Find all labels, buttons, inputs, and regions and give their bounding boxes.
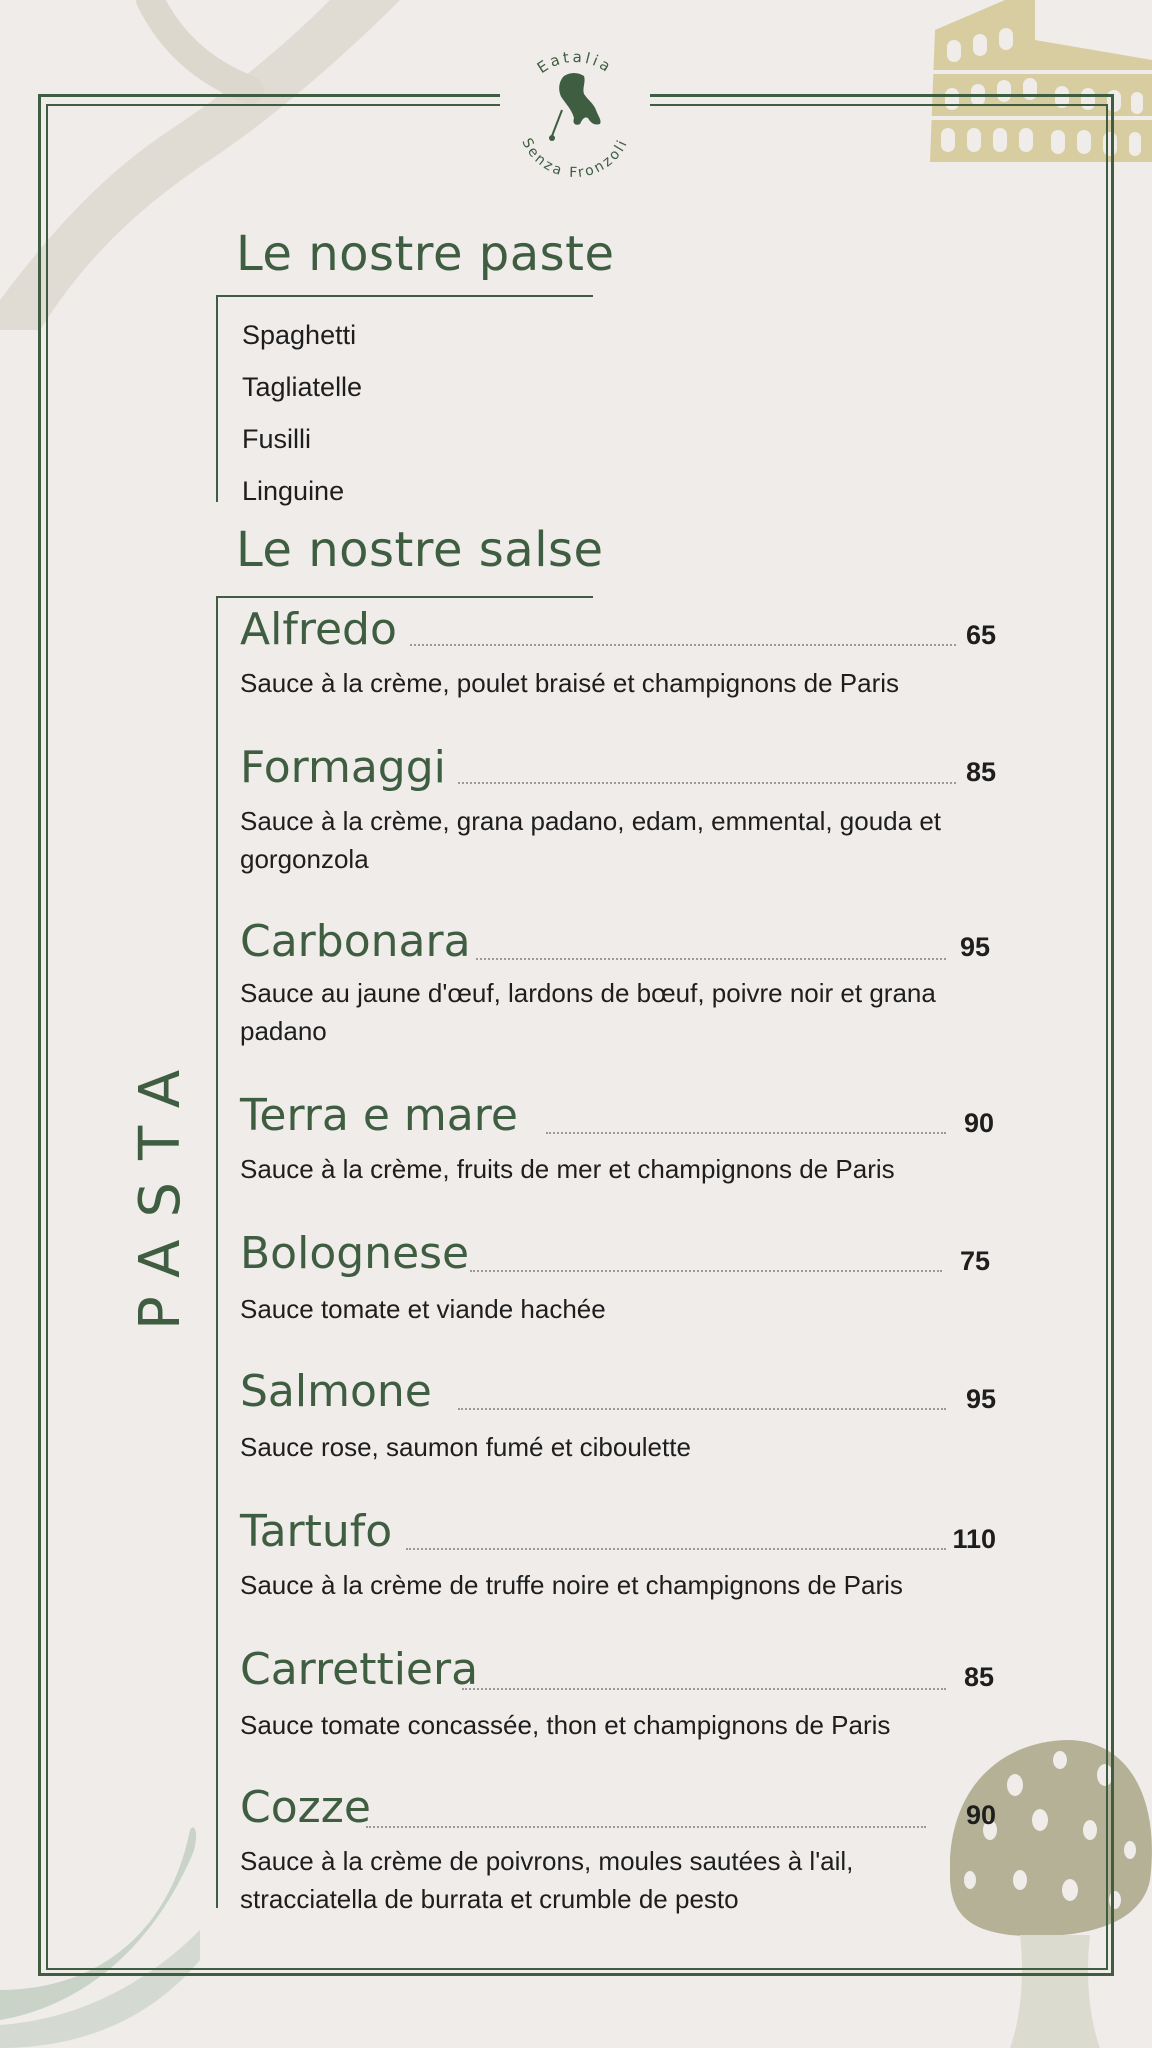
svg-text:Eatalia: Eatalia: [533, 47, 617, 77]
dish-name: Carbonara: [240, 916, 471, 967]
dish-name: Terra e mare: [240, 1090, 518, 1141]
paste-item: Spaghetti: [242, 320, 357, 350]
dish-price: 95: [959, 932, 990, 962]
dish-name: Carrettiera: [240, 1644, 479, 1695]
dish-name: Cozze: [240, 1782, 371, 1833]
dot-leader: [546, 1132, 946, 1134]
dish-description: Sauce rose, saumon fumé et ciboulette: [240, 1432, 691, 1462]
paste-section-title: Le nostre paste: [236, 226, 615, 282]
dot-leader: [406, 1548, 946, 1550]
dish-name: Bolognese: [240, 1228, 470, 1279]
dot-leader: [366, 1826, 926, 1828]
dish-price: 85: [965, 757, 996, 787]
pasta-section-label: PASTA: [128, 1047, 193, 1330]
svg-text:Senza Fronzoli: Senza Fronzoli: [518, 135, 632, 180]
dish-price: 75: [959, 1246, 990, 1276]
dot-leader: [458, 782, 956, 784]
dish-name: Salmone: [240, 1366, 432, 1417]
dish-name: Formaggi: [240, 742, 446, 793]
dot-leader: [462, 1688, 946, 1690]
salse-title-underline: [216, 596, 593, 598]
dish-description: Sauce à la crème, grana padano, edam, emmental, gouda et gorgonzola: [240, 806, 941, 874]
salse-vertical-rule: [216, 596, 218, 1908]
dish-price: 95: [965, 1384, 996, 1414]
paste-vertical-rule: [216, 295, 218, 502]
paste-item: Fusilli: [242, 424, 312, 454]
dish-description: Sauce tomate concassée, thon et champignons de Paris: [240, 1710, 891, 1740]
dot-leader: [476, 958, 946, 960]
dish-description: Sauce au jaune d'œuf, lardons de bœuf, poivre noir et grana padano: [240, 978, 936, 1046]
dish-price: 110: [952, 1524, 996, 1554]
dish-price: 85: [963, 1662, 994, 1692]
dish-price: 90: [963, 1108, 994, 1138]
dish-description: Sauce à la crème, poulet braisé et champignons de Paris: [240, 668, 900, 698]
salse-section-title: Le nostre salse: [236, 522, 604, 578]
dish-price: 90: [965, 1800, 996, 1830]
paste-item: Tagliatelle: [242, 372, 363, 402]
paste-item: Linguine: [242, 476, 345, 506]
italy-boot-icon: [559, 73, 600, 125]
dish-name: Alfredo: [240, 604, 397, 655]
dish-name: Tartufo: [240, 1506, 393, 1557]
dish-price: 65: [965, 620, 996, 650]
dot-leader: [458, 1408, 946, 1410]
dot-leader: [410, 644, 956, 646]
dot-leader: [470, 1270, 942, 1272]
dish-description: Sauce à la crème de poivrons, moules sautées à l'ail, stracciatella de burrata et crumble de pesto: [240, 1846, 854, 1914]
dish-description: Sauce tomate et viande hachée: [240, 1294, 606, 1324]
dish-description: Sauce à la crème, fruits de mer et champignons de Paris: [240, 1154, 895, 1184]
eatalia-logo: [500, 40, 650, 180]
dish-description: Sauce à la crème de truffe noire et champignons de Paris: [240, 1570, 903, 1600]
paste-title-underline: [216, 295, 593, 297]
